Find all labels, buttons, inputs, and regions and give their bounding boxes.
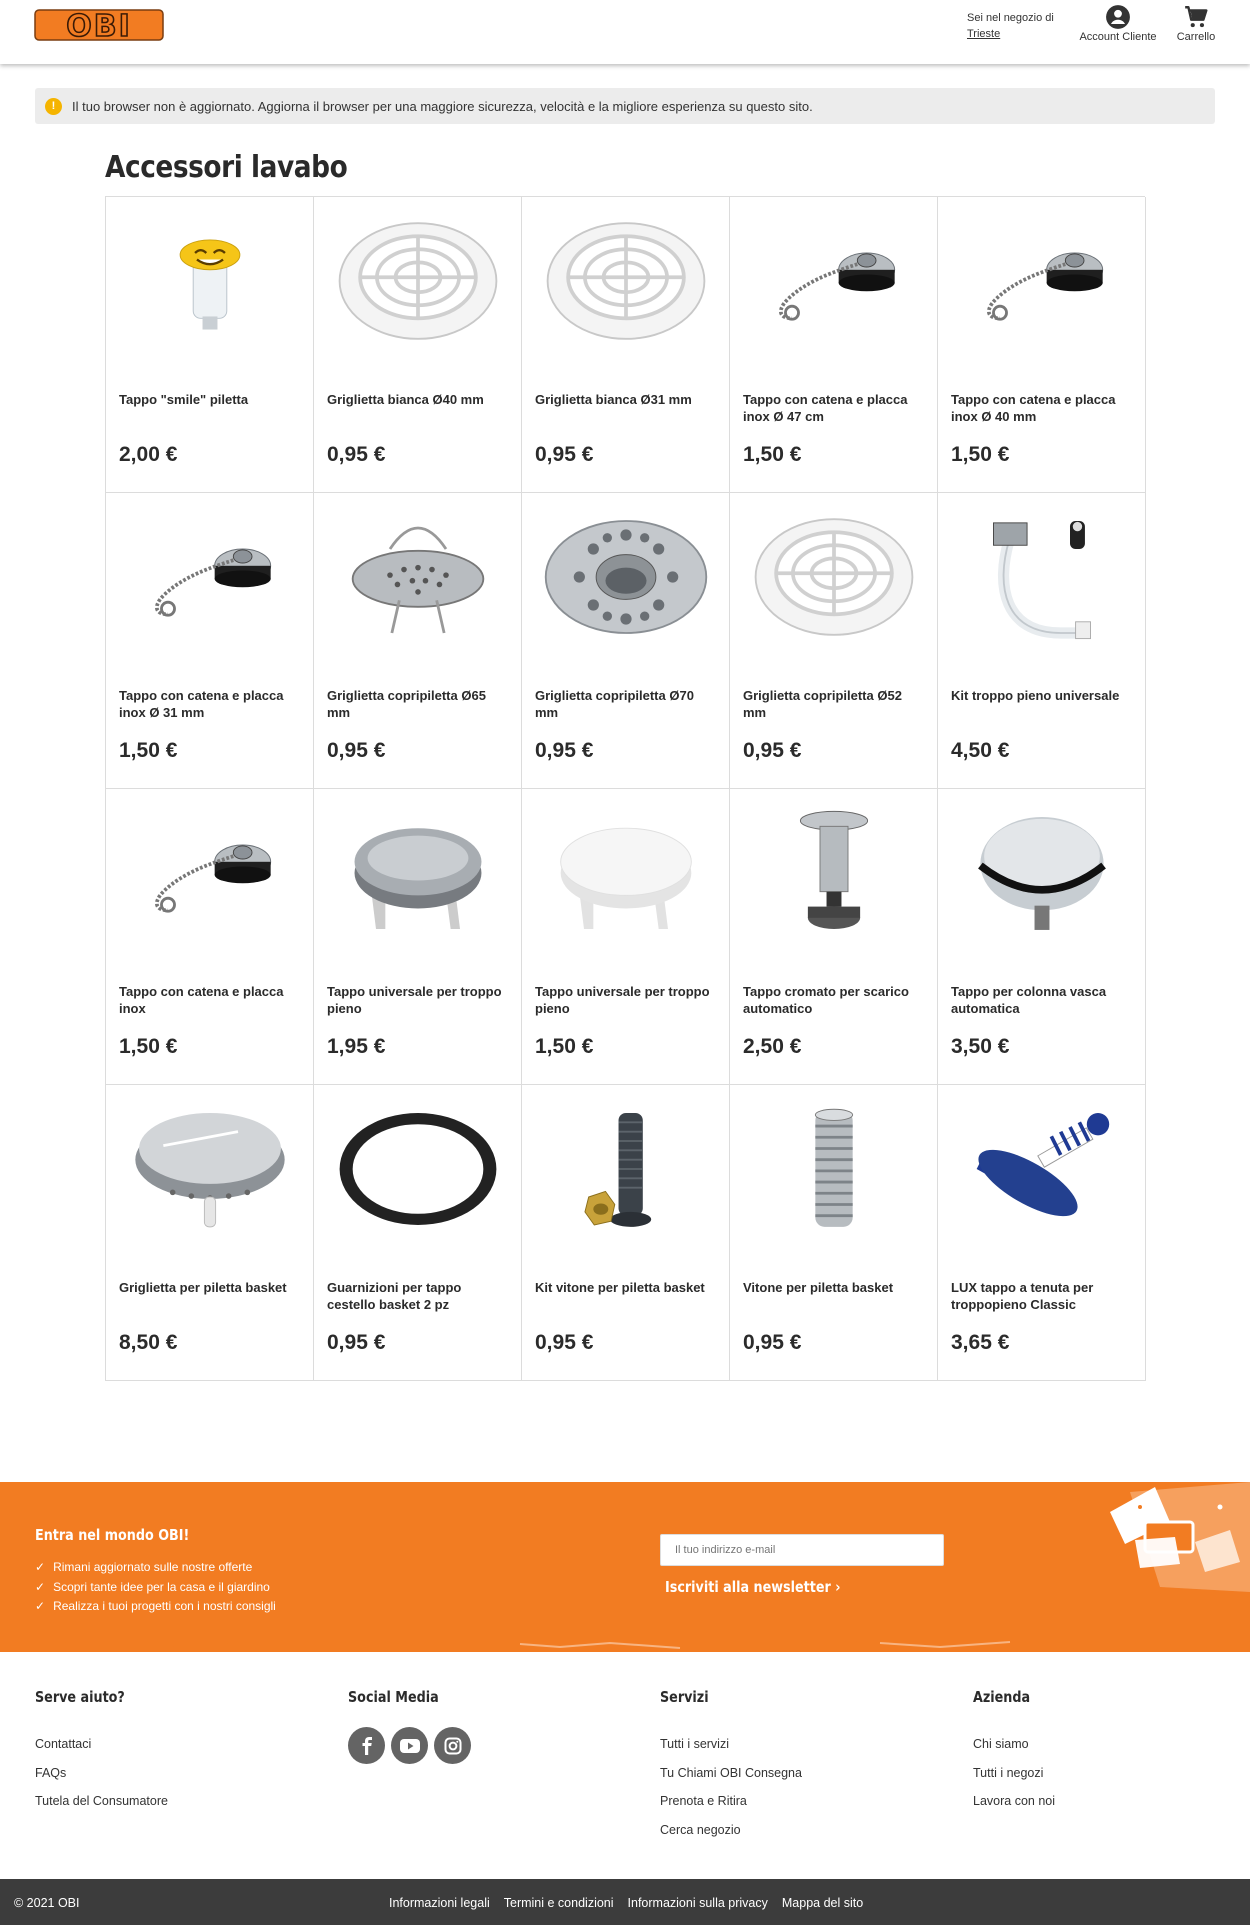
product-image[interactable]: [542, 803, 710, 943]
user-icon: [1105, 4, 1131, 30]
store-selector[interactable]: [967, 10, 1054, 42]
product-name[interactable]: Griglietta bianca Ø40 mm: [327, 392, 484, 407]
bolt-kit-icon: [542, 1099, 710, 1239]
newsletter-torn-edge: [0, 1630, 1250, 1656]
footer-services-title: Servizi: [660, 1688, 709, 1706]
product-price: 2,00 €: [119, 443, 178, 466]
facebook-icon[interactable]: [348, 1727, 385, 1764]
instagram-icon[interactable]: [434, 1727, 471, 1764]
product-price: 1,95 €: [327, 1035, 386, 1058]
smile-plug-icon: [126, 211, 294, 351]
product-name[interactable]: Tappo "smile" piletta: [119, 392, 249, 407]
store-link[interactable]: Trieste: [967, 28, 1001, 40]
footer-link-prenota[interactable]: Prenota e Ritira: [660, 1794, 747, 1808]
footer-link-cerca-negozio[interactable]: Cerca negozio: [660, 1822, 741, 1837]
product-price: 1,50 €: [119, 739, 178, 762]
product-card[interactable]: [314, 197, 522, 493]
product-name[interactable]: Griglietta bianca Ø31 mm: [535, 392, 692, 407]
white-grate-icon: [542, 211, 710, 351]
product-card[interactable]: [106, 493, 314, 789]
product-price: 0,95 €: [535, 443, 594, 466]
white-cap-icon: [542, 803, 710, 943]
product-image[interactable]: [958, 211, 1126, 351]
steel-strainer-icon: [542, 507, 710, 647]
product-name[interactable]: Tappo per colonna vasca automatica: [951, 984, 1107, 1016]
account-button[interactable]: [1074, 4, 1162, 43]
product-image[interactable]: [750, 1099, 918, 1239]
product-price: 4,50 €: [951, 739, 1010, 762]
product-image[interactable]: [334, 211, 502, 351]
site-header: [0, 0, 1250, 64]
footer-services-column: [660, 1688, 802, 1844]
white-grate-icon: [750, 507, 918, 647]
product-price: 0,95 €: [535, 1331, 594, 1354]
benefit-item: ✓ Rimani aggiornato sulle nostre offerte: [35, 1558, 276, 1578]
newsletter-subscribe-link[interactable]: Iscriviti alla newsletter ›: [665, 1578, 841, 1596]
footer-social-column: [348, 1688, 471, 1764]
product-price: 0,95 €: [327, 739, 386, 762]
product-image[interactable]: [750, 507, 918, 647]
footer-link-chi-siamo[interactable]: Chi siamo: [973, 1737, 1029, 1751]
product-price: 1,50 €: [119, 1035, 178, 1058]
browser-outdated-notice: [35, 88, 1215, 124]
product-image[interactable]: [542, 211, 710, 351]
product-card[interactable]: [730, 789, 938, 1085]
product-card[interactable]: [314, 789, 522, 1085]
product-name[interactable]: Griglietta copripiletta Ø65 mm: [327, 688, 486, 720]
chain-plug-icon: [126, 803, 294, 943]
bottom-link-privacy[interactable]: Informazioni sulla privacy: [627, 1896, 768, 1910]
lux-plug-icon: [958, 1099, 1126, 1239]
footer-company-column: [973, 1688, 1055, 1816]
product-name[interactable]: Tappo universale per troppo pieno: [327, 984, 502, 1016]
cart-button[interactable]: [1170, 4, 1222, 43]
product-price: 0,95 €: [535, 739, 594, 762]
product-card[interactable]: [106, 1085, 314, 1381]
product-card[interactable]: [730, 493, 938, 789]
product-image[interactable]: [542, 507, 710, 647]
footer-company-title: Azienda: [973, 1688, 1031, 1706]
product-image[interactable]: [958, 1099, 1126, 1239]
product-price: 1,50 €: [951, 443, 1010, 466]
product-price: 0,95 €: [743, 739, 802, 762]
footer-link-contattaci[interactable]: Contattaci: [35, 1737, 92, 1751]
rubber-ring-icon: [334, 1099, 502, 1239]
bottom-bar: [0, 1879, 1250, 1925]
youtube-icon[interactable]: [391, 1727, 428, 1764]
newsletter-section: [0, 1482, 1250, 1652]
product-card[interactable]: [522, 1085, 730, 1381]
footer-link-faqs[interactable]: FAQs: [35, 1765, 67, 1780]
product-name[interactable]: Vitone per piletta basket: [743, 1280, 894, 1295]
product-price: 3,50 €: [951, 1035, 1010, 1058]
product-card[interactable]: [522, 493, 730, 789]
chrome-stopper-icon: [750, 803, 918, 943]
newsletter-email-input[interactable]: [660, 1534, 944, 1566]
product-image[interactable]: [126, 211, 294, 351]
product-image[interactable]: [126, 1099, 294, 1239]
benefit-item: ✓ Scopri tante idee per la casa e il giardino: [35, 1578, 276, 1598]
product-card[interactable]: [522, 197, 730, 493]
product-price: 8,50 €: [119, 1331, 178, 1354]
product-image[interactable]: [750, 803, 918, 943]
product-card[interactable]: [106, 197, 314, 493]
chain-plug-icon: [126, 507, 294, 647]
chain-plug-icon: [750, 211, 918, 351]
product-image[interactable]: [334, 803, 502, 943]
bath-stopper-icon: [958, 803, 1126, 943]
product-price: 1,50 €: [535, 1035, 594, 1058]
newsletter-benefits: [35, 1558, 276, 1617]
product-image[interactable]: [334, 1099, 502, 1239]
product-grid: [105, 196, 1145, 1381]
product-image[interactable]: [958, 507, 1126, 647]
bottom-link-sitemap[interactable]: Mappa del sito: [781, 1896, 864, 1910]
product-name[interactable]: Tappo cromato per scarico automatico: [743, 984, 909, 1016]
product-name[interactable]: Tappo con catena e placca inox Ø 40 mm: [951, 392, 1116, 424]
product-price: 0,95 €: [327, 1331, 386, 1354]
footer-link-tutela[interactable]: Tutela del Consumatore: [35, 1794, 168, 1808]
product-name[interactable]: Guarnizioni per tappo cestello basket 2 pz: [327, 1280, 462, 1312]
product-name[interactable]: Griglietta copripiletta Ø52 mm: [743, 688, 902, 720]
footer-link-servizi[interactable]: Tutti i servizi: [660, 1737, 729, 1751]
benefit-item: ✓ Realizza i tuoi progetti con i nostri consigli: [35, 1597, 276, 1617]
footer-social-title: Social Media: [348, 1688, 439, 1706]
newsletter-illustration: [1100, 1482, 1250, 1592]
product-card[interactable]: [314, 1085, 522, 1381]
copyright: © 2021 OBI: [14, 1896, 80, 1910]
product-name[interactable]: Kit troppo pieno universale: [951, 688, 1120, 703]
svg-text:OBI: OBI: [66, 9, 132, 43]
chrome-cap-icon: [334, 803, 502, 943]
cart-icon: [1183, 4, 1209, 30]
store-label: Sei nel negozio di: [967, 12, 1054, 24]
product-price: 0,95 €: [743, 1331, 802, 1354]
product-card[interactable]: [938, 197, 1146, 493]
warning-icon: !: [45, 98, 62, 115]
product-card[interactable]: [314, 493, 522, 789]
product-name[interactable]: Tappo con catena e placca inox Ø 31 mm: [119, 688, 284, 720]
footer-help-column: [35, 1688, 168, 1816]
product-image[interactable]: [542, 1099, 710, 1239]
product-image[interactable]: [334, 507, 502, 647]
product-name[interactable]: LUX tappo a tenuta per troppopieno Classic: [951, 1280, 1094, 1312]
page-title: Accessori lavabo: [105, 150, 348, 185]
newsletter-title: Entra nel mondo OBI!: [35, 1526, 190, 1544]
product-price: 1,50 €: [743, 443, 802, 466]
product-card[interactable]: [938, 493, 1146, 789]
product-name[interactable]: Griglietta per piletta basket: [119, 1280, 287, 1295]
obi-logo[interactable]: [34, 7, 164, 43]
product-price: 3,65 €: [951, 1331, 1010, 1354]
account-label: Account Cliente: [1079, 31, 1157, 43]
threaded-tube-icon: [750, 1099, 918, 1239]
overflow-kit-icon: [958, 507, 1126, 647]
product-card[interactable]: [106, 789, 314, 1085]
product-card[interactable]: [938, 789, 1146, 1085]
footer-link-consegna[interactable]: Tu Chiami OBI Consegna: [660, 1765, 802, 1780]
footer-link-negozi[interactable]: Tutti i negozi: [973, 1765, 1044, 1780]
notice-text: Il tuo browser non è aggiornato. Aggiorna il browser per una maggiore sicurezza, velocità e la migliore esperienza su questo sito.: [72, 98, 813, 114]
product-price: 2,50 €: [743, 1035, 802, 1058]
product-card[interactable]: [938, 1085, 1146, 1381]
bottom-link-legal[interactable]: Informazioni legali: [389, 1896, 490, 1910]
chain-plug-icon: [958, 211, 1126, 351]
cart-label: Carrello: [1176, 31, 1216, 43]
bottom-link-terms[interactable]: Termini e condizioni: [503, 1896, 614, 1910]
footer-link-lavora[interactable]: Lavora con noi: [973, 1794, 1056, 1808]
product-image[interactable]: [958, 803, 1126, 943]
product-image[interactable]: [750, 211, 918, 351]
product-name[interactable]: Tappo con catena e placca inox: [119, 984, 284, 1016]
product-card[interactable]: [522, 789, 730, 1085]
product-image[interactable]: [126, 803, 294, 943]
footer-help-title: Serve aiuto?: [35, 1688, 125, 1706]
product-name[interactable]: Tappo universale per troppo pieno: [535, 984, 710, 1016]
product-name[interactable]: Griglietta copripiletta Ø70 mm: [535, 688, 694, 720]
white-grate-icon: [334, 211, 502, 351]
basket-stopper-icon: [126, 1099, 294, 1239]
product-image[interactable]: [126, 507, 294, 647]
wire-strainer-icon: [334, 507, 502, 647]
product-name[interactable]: Tappo con catena e placca inox Ø 47 cm: [743, 392, 908, 424]
product-card[interactable]: [730, 197, 938, 493]
product-price: 0,95 €: [327, 443, 386, 466]
product-card[interactable]: [730, 1085, 938, 1381]
product-name[interactable]: Kit vitone per piletta basket: [535, 1280, 705, 1295]
